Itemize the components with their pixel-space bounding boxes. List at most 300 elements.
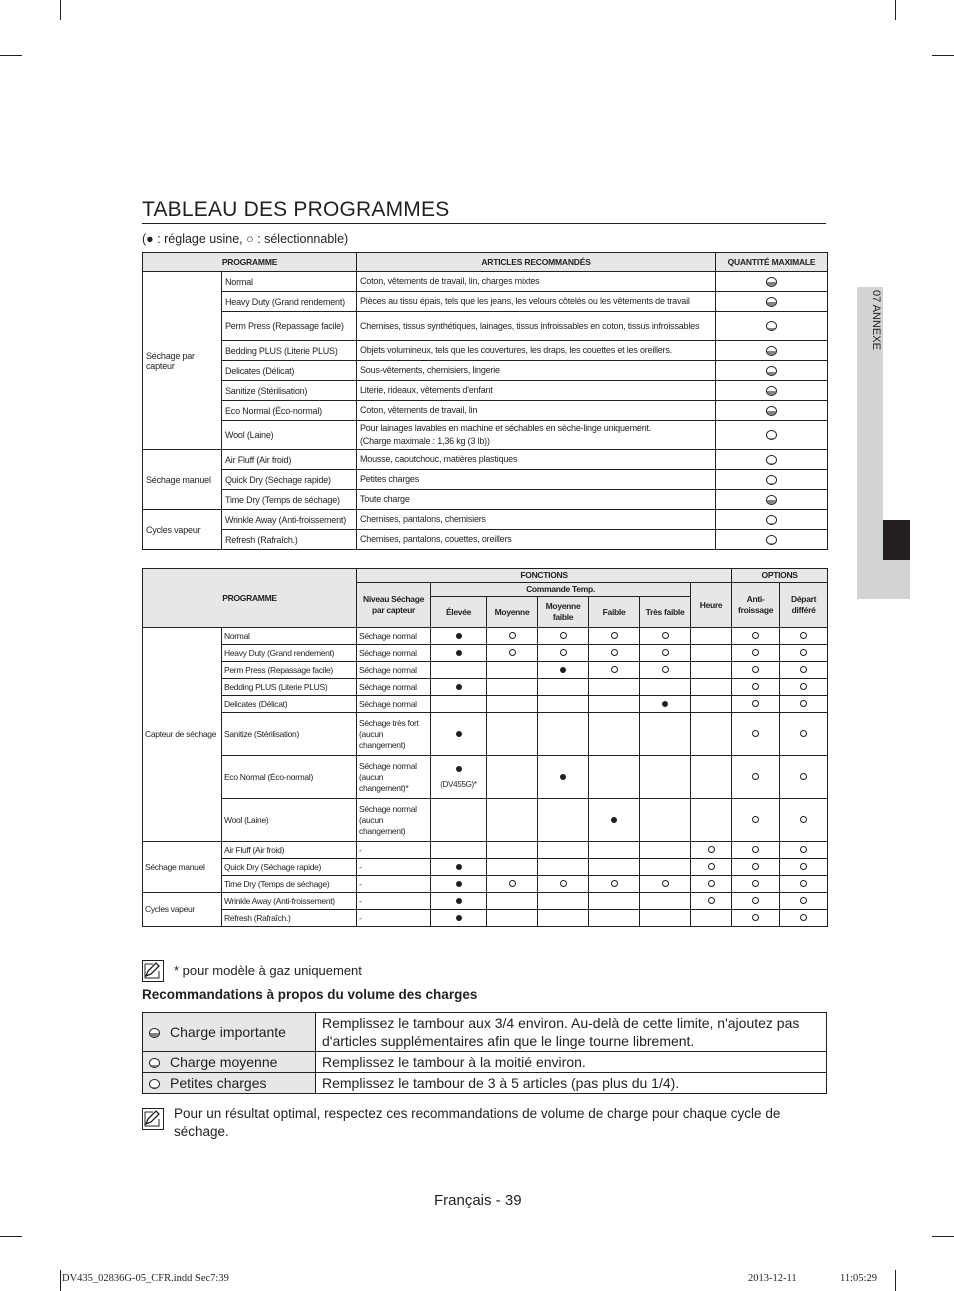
temp-cell [640, 662, 691, 679]
table-row [143, 662, 828, 679]
table-row [143, 341, 828, 361]
load-level-icon [766, 430, 777, 440]
program-name: Wool (Laine) [222, 799, 357, 842]
recommended-items: Pièces au tissu épais, tels que les jeans, les velours côtelés ou les vêtements de travail [357, 292, 716, 312]
temp-cell [487, 713, 538, 756]
temp-cell [487, 893, 538, 910]
group-name: Séchage par capteur [143, 272, 222, 450]
max-load [716, 381, 828, 401]
time-cell [691, 645, 732, 662]
side-tab-inner [883, 287, 910, 520]
temp-cell [431, 696, 487, 713]
table-row [143, 1073, 827, 1094]
selectable-icon [800, 880, 807, 887]
recommended-items: Sous-vêtements, chemisiers, lingerie [357, 361, 716, 381]
option-cell [780, 713, 828, 756]
group-name: Séchage manuel [143, 842, 222, 893]
selectable-icon [800, 816, 807, 823]
default-setting-icon [456, 864, 462, 870]
group-name: Séchage manuel [143, 450, 222, 510]
time-cell [691, 662, 732, 679]
load-description: Remplissez le tambour aux 3/4 environ. Au-delà de cette limite, n'ajoutez pas d'articles supplémentaires afin que le linge tourne librement. [316, 1013, 827, 1052]
option-cell [732, 679, 780, 696]
symbol-legend: (● : réglage usine, ○ : sélectionnable) [142, 232, 349, 246]
temp-cell [431, 799, 487, 842]
table-row [143, 799, 828, 842]
default-setting-icon [456, 731, 462, 737]
dry-level: Séchage normal [357, 696, 431, 713]
selectable-icon [708, 880, 715, 887]
temp-cell [431, 662, 487, 679]
temp-cell [589, 645, 640, 662]
selectable-icon [708, 863, 715, 870]
default-setting-icon [611, 817, 617, 823]
selectable-icon [752, 846, 759, 853]
temp-cell [431, 893, 487, 910]
temp-cell [538, 876, 589, 893]
default-setting-icon [662, 701, 668, 707]
table-row [143, 361, 828, 381]
program-name: Normal [222, 272, 357, 292]
program-name: Eco Normal (Éco-normal) [222, 401, 357, 421]
program-name: Heavy Duty (Grand rendement) [222, 292, 357, 312]
load-label-text: Charge moyenne [170, 1054, 278, 1070]
table-row [143, 312, 828, 341]
temp-cell [589, 756, 640, 799]
temp-cell [431, 756, 487, 799]
temp-cell [538, 645, 589, 662]
selectable-icon [800, 632, 807, 639]
option-cell [732, 859, 780, 876]
load-level-icon [766, 297, 777, 307]
dry-level: - [357, 876, 431, 893]
selectable-icon [752, 649, 759, 656]
program-name: Bedding PLUS (Literie PLUS) [222, 679, 357, 696]
program-name: Quick Dry (Séchage rapide) [222, 859, 357, 876]
time-cell [691, 696, 732, 713]
option-cell [780, 799, 828, 842]
default-setting-icon [456, 633, 462, 639]
time-cell [691, 842, 732, 859]
load-level-icon [766, 495, 777, 505]
temp-cell [487, 859, 538, 876]
table-row [143, 510, 828, 530]
recommended-items: Mousse, caoutchouc, matières plastiques [357, 450, 716, 470]
dry-level: Séchage normal [357, 628, 431, 645]
load-level-icon [766, 515, 777, 525]
load-level-icon [766, 475, 777, 485]
temp-cell [589, 842, 640, 859]
selectable-icon [560, 880, 567, 887]
selectable-icon [800, 649, 807, 656]
option-cell [780, 859, 828, 876]
program-name: Heavy Duty (Grand rendement) [222, 645, 357, 662]
selectable-icon [509, 880, 516, 887]
program-name: Air Fluff (Air froid) [222, 842, 357, 859]
load-level-icon [766, 321, 777, 331]
header-niveau: Niveau Séchage par capteur [357, 583, 431, 628]
default-setting-icon [456, 915, 462, 921]
program-name: Air Fluff (Air froid) [222, 450, 357, 470]
selectable-icon [800, 666, 807, 673]
temp-cell [487, 876, 538, 893]
selectable-icon [560, 632, 567, 639]
recommended-items: Coton, vêtements de travail, lin, charges mixtes [357, 272, 716, 292]
temp-cell [589, 876, 640, 893]
temp-cell [589, 628, 640, 645]
header-heure: Heure [691, 583, 732, 628]
recommended-items: Chemises, pantalons, couettes, oreillers [357, 530, 716, 550]
selectable-icon [800, 914, 807, 921]
temp-cell [640, 842, 691, 859]
selectable-icon [611, 649, 618, 656]
max-load [716, 490, 828, 510]
dry-level: - [357, 893, 431, 910]
load-level-icon [766, 406, 777, 416]
time-cell [691, 756, 732, 799]
selectable-icon [752, 914, 759, 921]
load-level-icon [766, 346, 777, 356]
selectable-icon [752, 863, 759, 870]
max-load [716, 401, 828, 421]
table-row [143, 450, 828, 470]
programs-table [142, 252, 828, 550]
recommended-items: Petites charges [357, 470, 716, 490]
option-cell [780, 628, 828, 645]
load-level-icon [766, 386, 777, 396]
crop-mark [0, 55, 22, 56]
temp-cell [589, 713, 640, 756]
option-cell [732, 696, 780, 713]
default-setting-icon [456, 650, 462, 656]
selectable-icon [611, 666, 618, 673]
load-level-icon [766, 366, 777, 376]
load-level-icon [149, 1028, 160, 1038]
temp-cell [538, 893, 589, 910]
program-name: Sanitize (Stérilisation) [222, 381, 357, 401]
temp-cell [487, 628, 538, 645]
header-temp-tres-faible: Très faible [640, 597, 691, 628]
selectable-icon [800, 863, 807, 870]
temp-cell [640, 645, 691, 662]
reco-title: Recommandations à propos du volume des charges [142, 987, 478, 1002]
time-cell [691, 713, 732, 756]
option-cell [780, 893, 828, 910]
selectable-icon [752, 666, 759, 673]
crop-mark [60, 0, 61, 20]
table-row [143, 470, 828, 490]
table-row [143, 859, 828, 876]
title-divider [142, 223, 826, 224]
max-load [716, 292, 828, 312]
table-row [143, 421, 828, 450]
footer-date: 2013-12-11 [748, 1273, 797, 1284]
table-row [143, 910, 828, 927]
load-level-icon [766, 455, 777, 465]
temp-cell [589, 696, 640, 713]
recommended-items: Objets volumineux, tels que les couvertures, les draps, les couettes et les oreillers. [357, 341, 716, 361]
crop-mark [0, 1236, 22, 1237]
selectable-icon [800, 773, 807, 780]
option-cell [780, 842, 828, 859]
temp-cell [487, 910, 538, 927]
option-cell [780, 910, 828, 927]
selectable-icon [800, 897, 807, 904]
footer-time: 11:05:29 [840, 1273, 877, 1284]
time-cell [691, 859, 732, 876]
load-label [143, 1073, 316, 1094]
max-load [716, 312, 828, 341]
crop-mark [895, 1270, 896, 1291]
program-name: Refresh (Rafraîch.) [222, 530, 357, 550]
table-row [143, 490, 828, 510]
option-cell [780, 679, 828, 696]
page-number: Français - 39 [434, 1192, 522, 1209]
table-row [143, 696, 828, 713]
option-cell [732, 645, 780, 662]
max-load [716, 530, 828, 550]
functions-table-body [143, 628, 828, 927]
selectable-icon [752, 816, 759, 823]
selectable-icon [800, 846, 807, 853]
temp-cell [640, 679, 691, 696]
selectable-icon [509, 649, 516, 656]
side-tab-marker [883, 520, 910, 560]
load-level-icon [766, 277, 777, 287]
program-name: Time Dry (Temps de séchage) [222, 490, 357, 510]
temp-cell [538, 662, 589, 679]
default-setting-icon [456, 881, 462, 887]
temp-cell [640, 799, 691, 842]
temp-cell [538, 696, 589, 713]
load-label [143, 1013, 316, 1052]
program-name: Perm Press (Repassage facile) [222, 662, 357, 679]
default-setting-icon [560, 667, 566, 673]
selectable-icon [800, 700, 807, 707]
max-load [716, 510, 828, 530]
selectable-icon [611, 632, 618, 639]
option-cell [732, 713, 780, 756]
selectable-icon [662, 632, 669, 639]
max-load [716, 470, 828, 490]
table-row [143, 842, 828, 859]
max-load [716, 421, 828, 450]
temp-cell [431, 842, 487, 859]
program-name: Eco Normal (Éco-normal) [222, 756, 357, 799]
dry-level: Séchage très fort (aucun changement) [357, 713, 431, 756]
final-note: Pour un résultat optimal, respectez ces recommandations de volume de charge pour chaque cycle de séchage. [174, 1106, 781, 1139]
page-title: TABLEAU DES PROGRAMMES [142, 198, 450, 221]
option-cell [732, 910, 780, 927]
dry-level: Séchage normal [357, 679, 431, 696]
header-anti-froissage: Anti-froissage [732, 583, 780, 628]
load-level-icon [766, 535, 777, 545]
program-name: Wrinkle Away (Anti-froissement) [222, 893, 357, 910]
group-name: Cycles vapeur [143, 893, 222, 927]
functions-table [142, 568, 828, 927]
temp-cell [640, 893, 691, 910]
option-cell [732, 876, 780, 893]
dry-level: Séchage normal (aucun changement)* [357, 756, 431, 799]
temp-cell [431, 679, 487, 696]
temp-cell [538, 859, 589, 876]
selectable-icon [752, 880, 759, 887]
time-cell [691, 876, 732, 893]
crop-mark [895, 0, 896, 20]
table-row [143, 713, 828, 756]
option-cell [780, 662, 828, 679]
footer-file: DV435_02836G-05_CFR.indd Sec7:39 [62, 1273, 229, 1284]
default-setting-icon [456, 898, 462, 904]
load-table-body [143, 1013, 827, 1094]
gas-note: * pour modèle à gaz uniquement [174, 963, 362, 978]
table-row [143, 756, 828, 799]
option-cell [780, 756, 828, 799]
temp-cell [589, 679, 640, 696]
program-name: Delicates (Délicat) [222, 361, 357, 381]
selectable-icon [752, 683, 759, 690]
temp-cell [487, 645, 538, 662]
time-cell [691, 679, 732, 696]
option-cell [732, 662, 780, 679]
selectable-icon [752, 897, 759, 904]
dry-level: Séchage normal [357, 645, 431, 662]
temp-cell [431, 910, 487, 927]
recommended-items: Coton, vêtements de travail, lin [357, 401, 716, 421]
recommended-items: Pour lainages lavables en machine et séchables en sèche-linge uniquement. (Charge maximale : 1,36 kg (3 lb)) [357, 421, 716, 450]
selectable-icon [509, 632, 516, 639]
temp-cell [538, 679, 589, 696]
program-name: Normal [222, 628, 357, 645]
table-header-row [143, 253, 828, 272]
load-table [142, 1012, 827, 1094]
selectable-icon [752, 773, 759, 780]
temp-cell [538, 628, 589, 645]
table-row [143, 530, 828, 550]
load-description: Remplissez le tambour de 3 à 5 articles (pas plus du 1/4). [316, 1073, 827, 1094]
dry-level: Séchage normal [357, 662, 431, 679]
table-row [143, 1013, 827, 1052]
option-cell [780, 645, 828, 662]
programs-table-body [143, 272, 828, 550]
selectable-icon [752, 730, 759, 737]
header-programme: PROGRAMME [143, 253, 357, 272]
temp-cell [487, 662, 538, 679]
temp-cell [640, 859, 691, 876]
temp-cell [538, 713, 589, 756]
program-name: Quick Dry (Séchage rapide) [222, 470, 357, 490]
table-row [143, 381, 828, 401]
program-name: Bedding PLUS (Literie PLUS) [222, 341, 357, 361]
program-name: Sanitize (Stérilisation) [222, 713, 357, 756]
max-load [716, 450, 828, 470]
program-name: Delicates (Délicat) [222, 696, 357, 713]
temp-cell [538, 910, 589, 927]
group-name: Capteur de séchage [143, 628, 222, 842]
table-row [143, 645, 828, 662]
temp-cell [640, 628, 691, 645]
table-row [143, 292, 828, 312]
max-load [716, 341, 828, 361]
option-cell [732, 756, 780, 799]
header-depart-differe: Départ différé [780, 583, 828, 628]
default-setting-icon [456, 684, 462, 690]
temp-cell [538, 756, 589, 799]
table-row [143, 1052, 827, 1073]
recommended-items: Literie, rideaux, vêtements d'enfant [357, 381, 716, 401]
table-row [143, 893, 828, 910]
table-row [143, 679, 828, 696]
default-setting-icon [456, 766, 462, 772]
temp-cell [640, 910, 691, 927]
option-cell [732, 842, 780, 859]
recommended-items: Toute charge [357, 490, 716, 510]
temp-cell [487, 842, 538, 859]
selectable-icon [662, 666, 669, 673]
header-temp-faible: Faible [589, 597, 640, 628]
max-load [716, 272, 828, 292]
temp-cell [487, 799, 538, 842]
header-options: OPTIONS [732, 569, 828, 583]
program-name: Time Dry (Temps de séchage) [222, 876, 357, 893]
temp-cell [589, 799, 640, 842]
dry-level: - [357, 842, 431, 859]
dry-level: Séchage normal (aucun changement) [357, 799, 431, 842]
load-label [143, 1052, 316, 1073]
recommended-items: Chemises, pantalons, chemisiers [357, 510, 716, 530]
note-icon [142, 1108, 164, 1130]
selectable-icon [611, 880, 618, 887]
header-quantite: QUANTITÉ MAXIMALE [716, 253, 828, 272]
table-row [143, 628, 828, 645]
option-cell [732, 893, 780, 910]
side-tab-label: 07 ANNEXE [870, 290, 882, 350]
selectable-icon [752, 700, 759, 707]
note-icon [142, 960, 164, 982]
default-setting-icon [560, 774, 566, 780]
load-description: Remplissez le tambour à la moitié environ. [316, 1052, 827, 1073]
temp-cell [589, 859, 640, 876]
model-note: (DV455G)* [440, 780, 477, 789]
temp-cell [487, 696, 538, 713]
header-programme: PROGRAMME [143, 569, 357, 628]
time-cell [691, 799, 732, 842]
time-cell [691, 893, 732, 910]
table-row [143, 272, 828, 292]
temp-cell [640, 756, 691, 799]
dry-level: - [357, 910, 431, 927]
load-label-text: Petites charges [170, 1075, 267, 1091]
program-name: Refresh (Rafraîch.) [222, 910, 357, 927]
temp-cell [431, 628, 487, 645]
table-row [143, 401, 828, 421]
temp-cell [538, 842, 589, 859]
header-commande-temp: Commande Temp. [431, 583, 691, 597]
group-name: Cycles vapeur [143, 510, 222, 550]
temp-cell [431, 645, 487, 662]
crop-mark [60, 1270, 61, 1291]
program-name: Perm Press (Repassage facile) [222, 312, 357, 341]
temp-cell [589, 910, 640, 927]
dry-level: - [357, 859, 431, 876]
crop-mark [932, 1236, 954, 1237]
table-header-row [143, 569, 828, 583]
temp-cell [640, 713, 691, 756]
recommended-items: Chemises, tissus synthétiques, lainages, tissus infroissables en coton, tissus infroissables [357, 312, 716, 341]
load-level-icon [149, 1079, 160, 1089]
temp-cell [640, 696, 691, 713]
temp-cell [589, 893, 640, 910]
